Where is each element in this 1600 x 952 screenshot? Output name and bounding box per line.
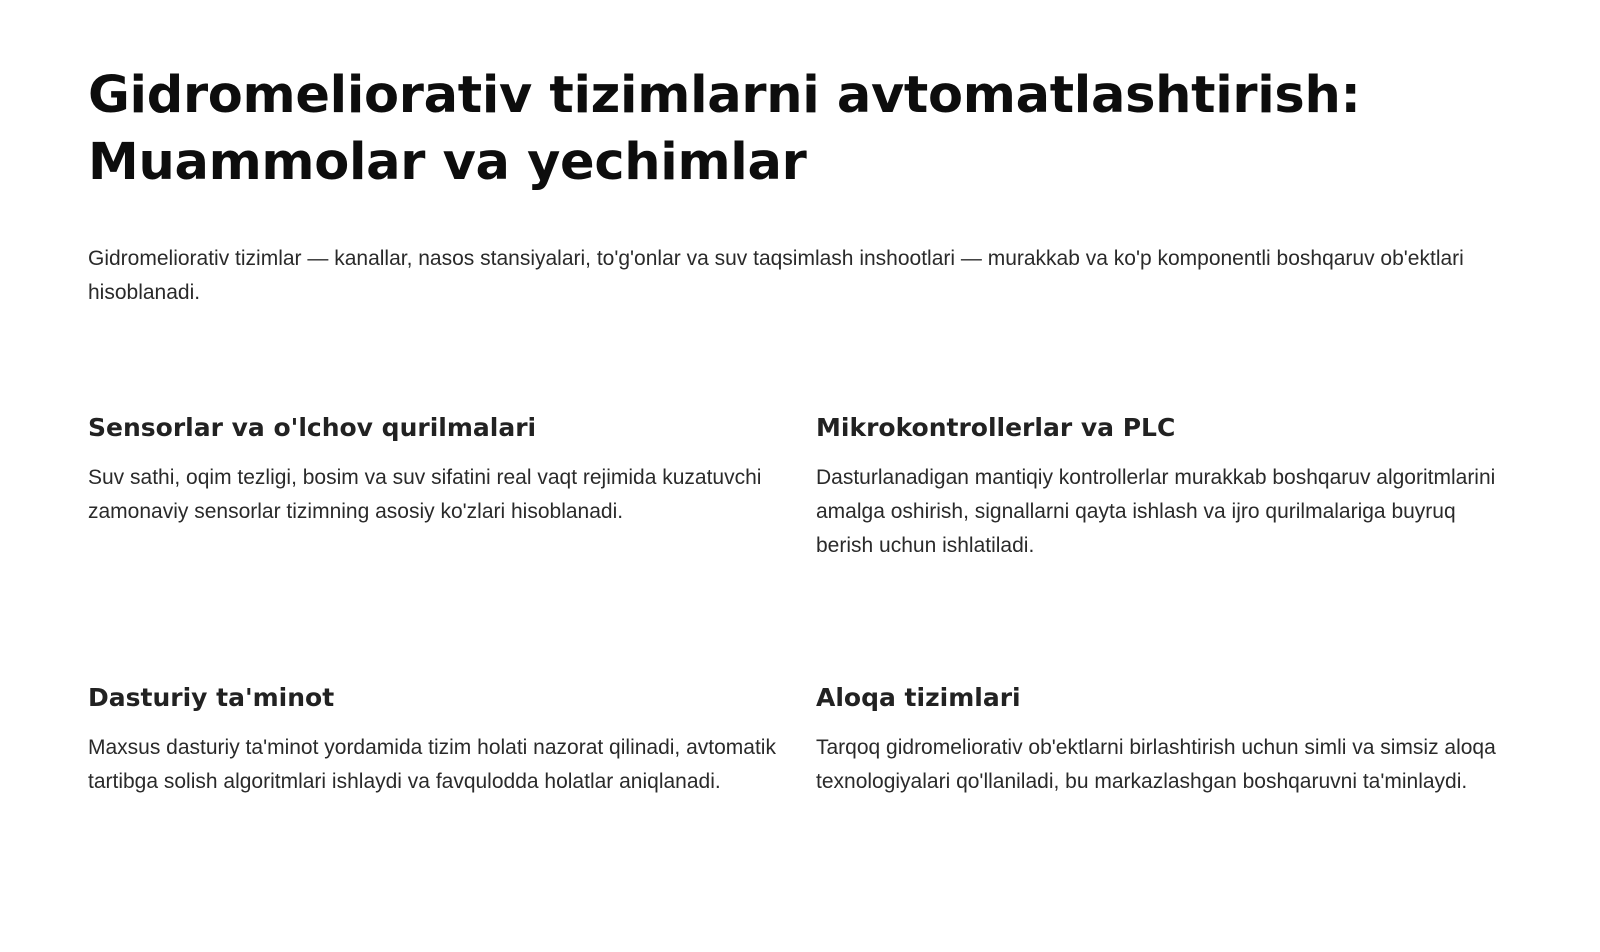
feature-card-text: Maxsus dasturiy ta'minot yordamida tizim holati nazorat qilinadi, avtomatik tartibga solish algoritmlari ishlaydi va favqulodda holatlar aniqlanadi. bbox=[88, 736, 776, 793]
page-title bbox=[88, 62, 1488, 196]
feature-card-title: Aloqa tizimlari bbox=[816, 683, 1021, 712]
feature-card-title: Dasturiy ta'minot bbox=[88, 683, 335, 712]
feature-card-text: Suv sathi, oqim tezligi, bosim va suv sifatini real vaqt rejimida kuzatuvchi zamonaviy sensorlar tizimning asosiy ko'zlari hisoblanadi. bbox=[88, 466, 762, 523]
intro-paragraph: Gidromeliorativ tizimlar — kanallar, nasos stansiyalari, to'g'onlar va suv taqsimlash inshootlari — murakkab va ko'p komponentli boshqaruv ob'ektlari hisoblanadi. bbox=[88, 247, 1464, 304]
slide bbox=[88, 62, 1518, 793]
page-title-line-2: Muammolar va yechimlar bbox=[88, 133, 807, 192]
feature-grid bbox=[88, 412, 1528, 952]
feature-card-text: Dasturlanadigan mantiqiy kontrollerlar murakkab boshqaruv algoritmlarini amalga oshirish, signallarni qayta ishlash va ijro qurilmalariga buyruq berish uchun ishlatiladi. bbox=[816, 466, 1496, 557]
feature-card-software bbox=[88, 682, 800, 952]
feature-card-title: Mikrokontrollerlar va PLC bbox=[816, 413, 1176, 442]
feature-card-text: Tarqoq gidromeliorativ ob'ektlarni birlashtirish uchun simli va simsiz aloqa texnologiyalari qo'llaniladi, bu markazlashgan boshqaruvni ta'minlaydi. bbox=[816, 736, 1496, 793]
page-title-line-1: Gidromeliorativ tizimlarni avtomatlashtirish: bbox=[88, 66, 1361, 125]
feature-card-title: Sensorlar va o'lchov qurilmalari bbox=[88, 413, 537, 442]
feature-card-sensors bbox=[88, 412, 800, 682]
feature-card-communication bbox=[816, 682, 1528, 952]
feature-card-controllers bbox=[816, 412, 1528, 682]
